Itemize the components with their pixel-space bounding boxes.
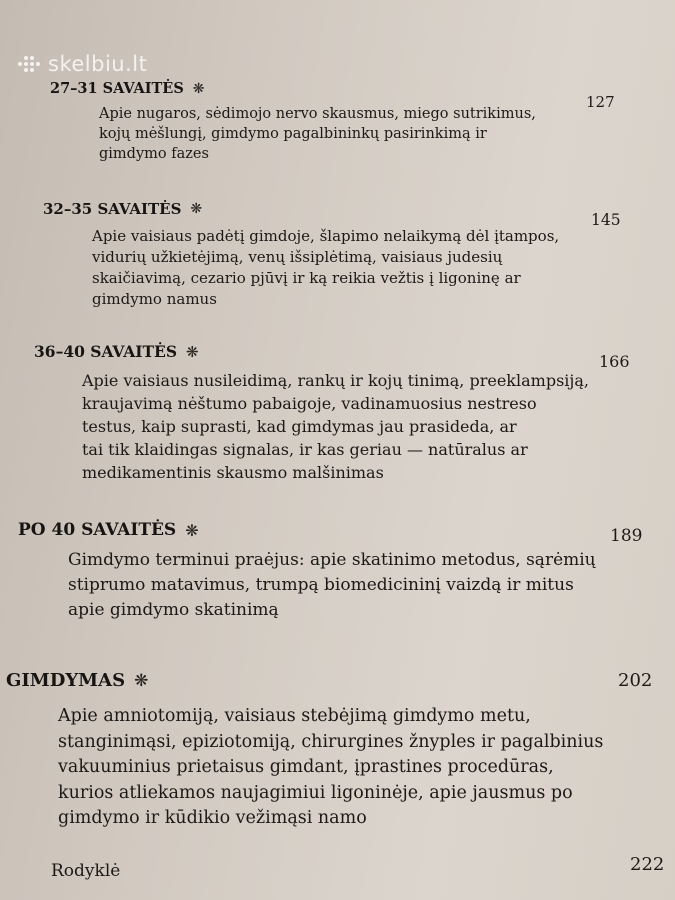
- section-description: Apie vaisiaus padėtį gimdoje, šlapimo nelaikymą dėl įtampos, vidurių užkietėjimą, venų išsiplėtimą, vaisiaus judesių skaičiavimą, cezario pjūvį ir ką reikia vežtis į ligoninę ar gimdymo namus: [92, 227, 560, 308]
- watermark: [18, 52, 147, 76]
- section-heading-32-35: [43, 200, 202, 218]
- snowflake-asterisk-icon: ❋: [185, 520, 199, 540]
- watermark-text: skelbiu.lt: [48, 52, 148, 76]
- section-description: Gimdymo terminui praėjus: apie skatinimo metodus, sąrėmių stiprumo matavimus, trumpą biomedicininį vaizdą ir mitus apie gimdymo skatinimą: [68, 550, 596, 620]
- page-number: 166: [599, 352, 630, 371]
- section-title: PO 40 SAVAITĖS: [18, 520, 177, 540]
- section-title: 32–35 SAVAITĖS: [43, 200, 182, 218]
- page-number: 202: [618, 670, 653, 691]
- section-title: 27–31 SAVAITĖS: [50, 80, 184, 97]
- section-title: 36–40 SAVAITĖS: [34, 342, 178, 361]
- section-title: GIMDYMAS: [6, 670, 126, 691]
- page-number: 189: [610, 526, 643, 546]
- watermark-dots-icon: [18, 52, 42, 76]
- section-heading-po-40: [18, 520, 199, 540]
- index-page-number: 222: [630, 854, 665, 875]
- snowflake-asterisk-icon: ❋: [134, 670, 149, 691]
- page-number: 127: [586, 93, 615, 111]
- index-title: Rodyklė: [51, 861, 121, 881]
- section-heading-27-31: [50, 80, 205, 97]
- snowflake-asterisk-icon: ❋: [186, 342, 199, 361]
- section-description: Apie vaisiaus nusileidimą, rankų ir kojų tinimą, preeklampsiją, kraujavimą nėštumo pabaigoje, vadinamuosius nestreso testus, kaip suprasti, kad gimdymas jau prasideda, ar tai tik klaidingas signalas, ir kas geriau — natūralus ar medikamentinis skausmo malšinimas: [82, 371, 589, 482]
- page-number: 145: [591, 211, 621, 229]
- section-description: Apie nugaros, sėdimojo nervo skausmus, miego sutrikimus, kojų mėšlungį, gimdymo pagalbininkų pasirinkimą ir gimdymo fazes: [99, 106, 536, 162]
- snowflake-asterisk-icon: ❋: [190, 201, 203, 217]
- section-heading-gimdymas: [6, 670, 148, 691]
- snowflake-asterisk-icon: ❋: [192, 80, 205, 97]
- section-description: Apie amniotomiją, vaisiaus stebėjimą gimdymo metu, stanginimąsi, epiziotomiją, chirurgines žnyples ir pagalbinius vakuuminius prietaisus gimdant, įprastines procedūras, kurios atliekamos naujagimiui ligoninėje, apie jausmus po gimdymo ir kūdikio vežimąsi namo: [58, 706, 604, 828]
- section-heading-36-40: [34, 342, 199, 361]
